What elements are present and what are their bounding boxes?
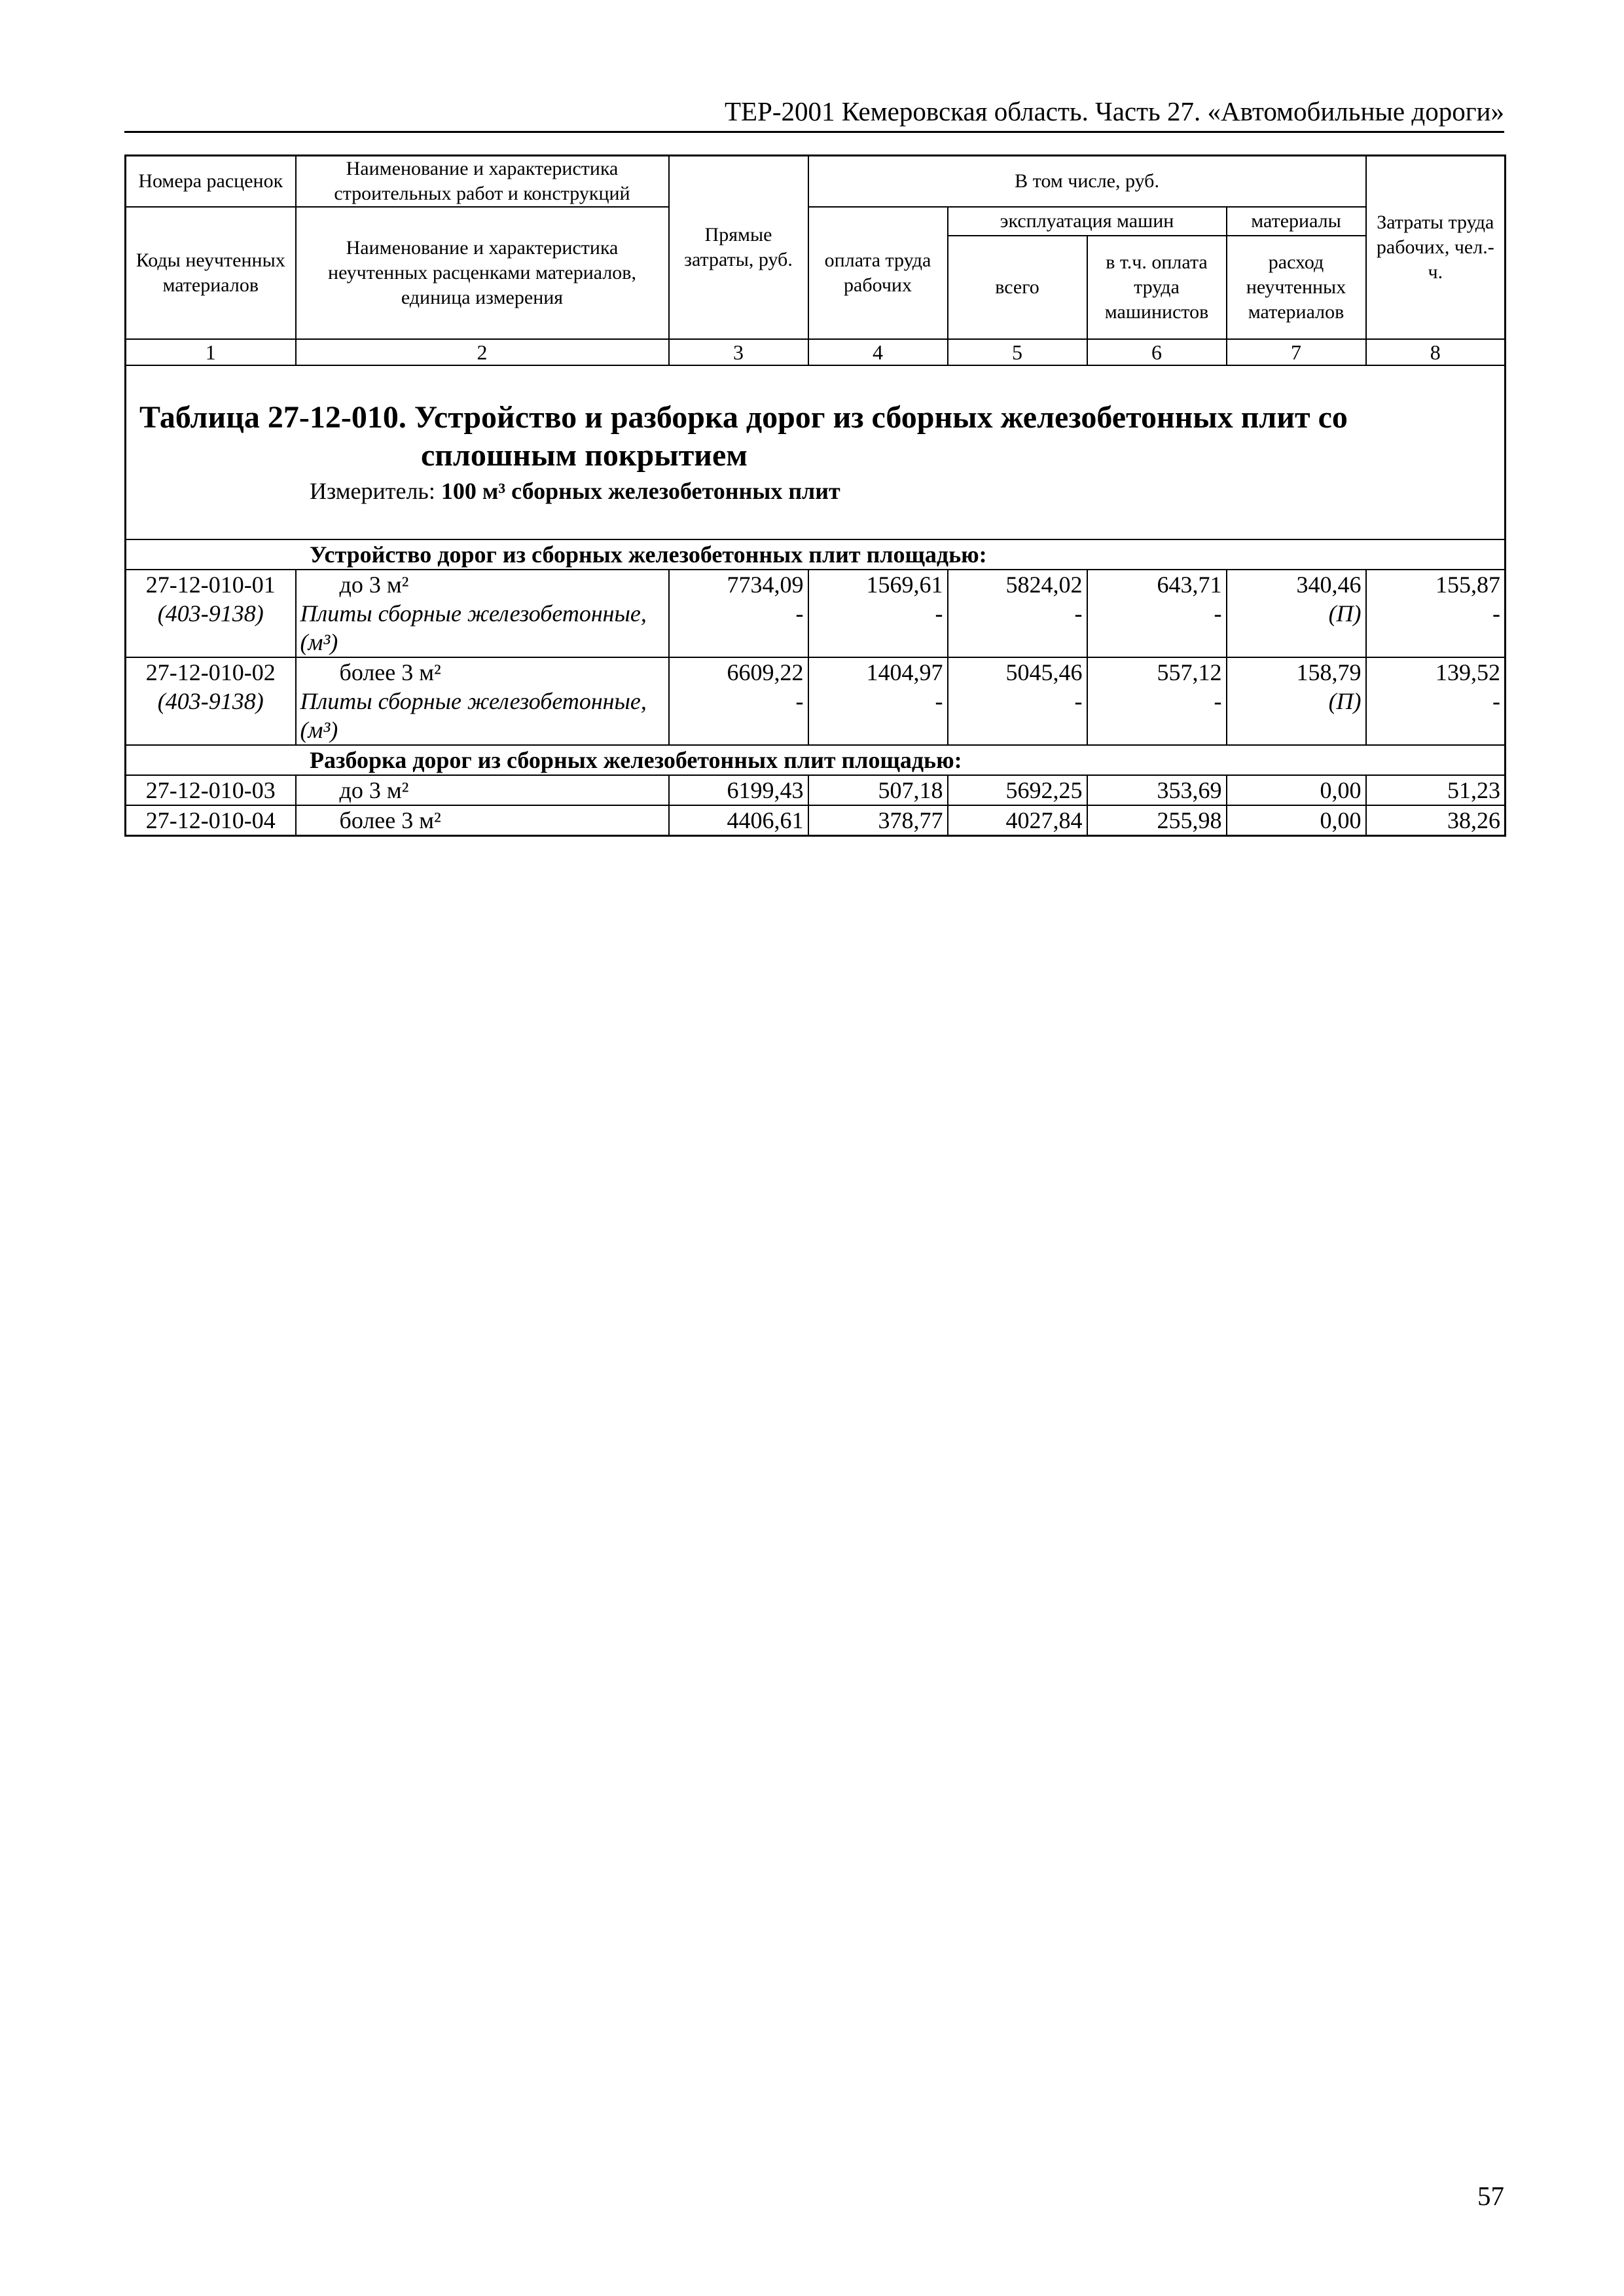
material-name: Плиты сборные железобетонные, (м³) bbox=[300, 600, 647, 655]
wages: 507,18 bbox=[808, 775, 948, 805]
table-row: 27-12-010-01 (403-9138) до 3 м² Плиты сборные железобетонные, (м³) 7734,09 - 1569,61 - 5824,02 - 643,71 - 340,46 (П) 155,87 - bbox=[126, 570, 1506, 657]
section-heading-dismantle: Разборка дорог из сборных железобетонных плит площадью: bbox=[126, 745, 1506, 775]
rate-code: 27-12-010-01 bbox=[145, 572, 276, 598]
column-number: 7 bbox=[1227, 339, 1366, 365]
labor-hours: 51,23 bbox=[1366, 775, 1506, 805]
work-name: до 3 м² bbox=[339, 777, 409, 803]
col-header-name: Наименование и характеристика строительных работ и конструкций bbox=[296, 156, 669, 208]
col-header-group: В том числе, руб. bbox=[808, 156, 1366, 208]
direct-cost: 6609,22 bbox=[727, 659, 804, 685]
wages: 378,77 bbox=[808, 805, 948, 836]
direct-cost: 7734,09 bbox=[727, 572, 804, 598]
section-heading-install: Устройство дорог из сборных железобетонных плит площадью: bbox=[126, 539, 1506, 570]
work-name: до 3 м² bbox=[339, 572, 409, 598]
rate-code: 27-12-010-04 bbox=[126, 805, 296, 836]
machine-total: 5824,02 bbox=[1005, 572, 1083, 598]
column-number: 4 bbox=[808, 339, 948, 365]
materials-cost: 340,46 bbox=[1296, 572, 1362, 598]
direct-cost: 4406,61 bbox=[669, 805, 808, 836]
col-header-mach-wages: в т.ч. оплата труда машинистов bbox=[1087, 236, 1227, 339]
column-number: 2 bbox=[296, 339, 669, 365]
col-header-codes: Номера расценок bbox=[126, 156, 296, 208]
col-header-labor: Затраты труда рабочих, чел.-ч. bbox=[1366, 156, 1506, 340]
rate-code: 27-12-010-02 bbox=[145, 659, 276, 685]
column-number: 1 bbox=[126, 339, 296, 365]
page-number: 57 bbox=[1477, 2181, 1504, 2211]
price-table bbox=[124, 155, 1506, 837]
column-number: 3 bbox=[669, 339, 808, 365]
wages: 1569,61 bbox=[866, 572, 943, 598]
materials-cost: 0,00 bbox=[1227, 805, 1366, 836]
column-numbers-row bbox=[126, 339, 1506, 365]
rate-code: 27-12-010-03 bbox=[126, 775, 296, 805]
col-header-machines: эксплуатация машин bbox=[948, 207, 1227, 236]
col-header-wages: оплата труда рабочих bbox=[808, 207, 948, 339]
col-header-materials: материалы bbox=[1227, 207, 1366, 236]
direct-cost: 6199,43 bbox=[669, 775, 808, 805]
labor-hours: 155,87 bbox=[1435, 572, 1501, 598]
running-title: ТЕР-2001 Кемеровская область. Часть 27. «Автомобильные дороги» bbox=[724, 96, 1504, 126]
material-name: Плиты сборные железобетонные, (м³) bbox=[300, 688, 647, 743]
work-name: более 3 м² bbox=[339, 659, 441, 685]
table-row bbox=[126, 775, 1506, 805]
machine-wages: 255,98 bbox=[1087, 805, 1227, 836]
labor-hours: 38,26 bbox=[1366, 805, 1506, 836]
col-header-unaccounted: расход неучтенных материалов bbox=[1227, 236, 1366, 339]
machine-total: 5692,25 bbox=[948, 775, 1087, 805]
col-header-direct: Прямые затраты, руб. bbox=[669, 156, 808, 340]
materials-cost: 158,79 bbox=[1296, 659, 1362, 685]
running-header bbox=[124, 92, 1504, 133]
labor-hours: 139,52 bbox=[1435, 659, 1501, 685]
wages: 1404,97 bbox=[866, 659, 943, 685]
column-number: 6 bbox=[1087, 339, 1227, 365]
col-header-mat-codes: Коды неучтенных материалов bbox=[126, 207, 296, 339]
table-row: 27-12-010-02 (403-9138) более 3 м² Плиты сборные железобетонные, (м³) 6609,22 - 1404,97 - 5045,46 - 557,12 - 158,79 (П) 139,52 - bbox=[126, 657, 1506, 745]
machine-wages: 353,69 bbox=[1087, 775, 1227, 805]
machine-wages: 643,71 bbox=[1157, 572, 1222, 598]
table-title: Таблица 27-12-010. Устройство и разборка дорог из сборных железобетонных плит со сплошным покрытием bbox=[139, 400, 1348, 473]
machine-total: 4027,84 bbox=[948, 805, 1087, 836]
work-name: более 3 м² bbox=[339, 807, 441, 833]
machine-total: 5045,46 bbox=[1005, 659, 1083, 685]
measure-unit: Измеритель: 100 м³ сборных железобетонных плит bbox=[310, 478, 840, 504]
table-row bbox=[126, 805, 1506, 836]
col-header-mat-name: Наименование и характеристика неучтенных расценками материалов, единица измерения bbox=[296, 207, 669, 339]
material-code: (403-9138) bbox=[157, 600, 264, 627]
machine-wages: 557,12 bbox=[1157, 659, 1222, 685]
materials-cost: 0,00 bbox=[1227, 775, 1366, 805]
column-number: 5 bbox=[948, 339, 1087, 365]
col-header-mach-total: всего bbox=[948, 236, 1087, 339]
table-title-cell bbox=[126, 365, 1506, 539]
material-code: (403-9138) bbox=[157, 688, 264, 714]
column-number: 8 bbox=[1366, 339, 1506, 365]
